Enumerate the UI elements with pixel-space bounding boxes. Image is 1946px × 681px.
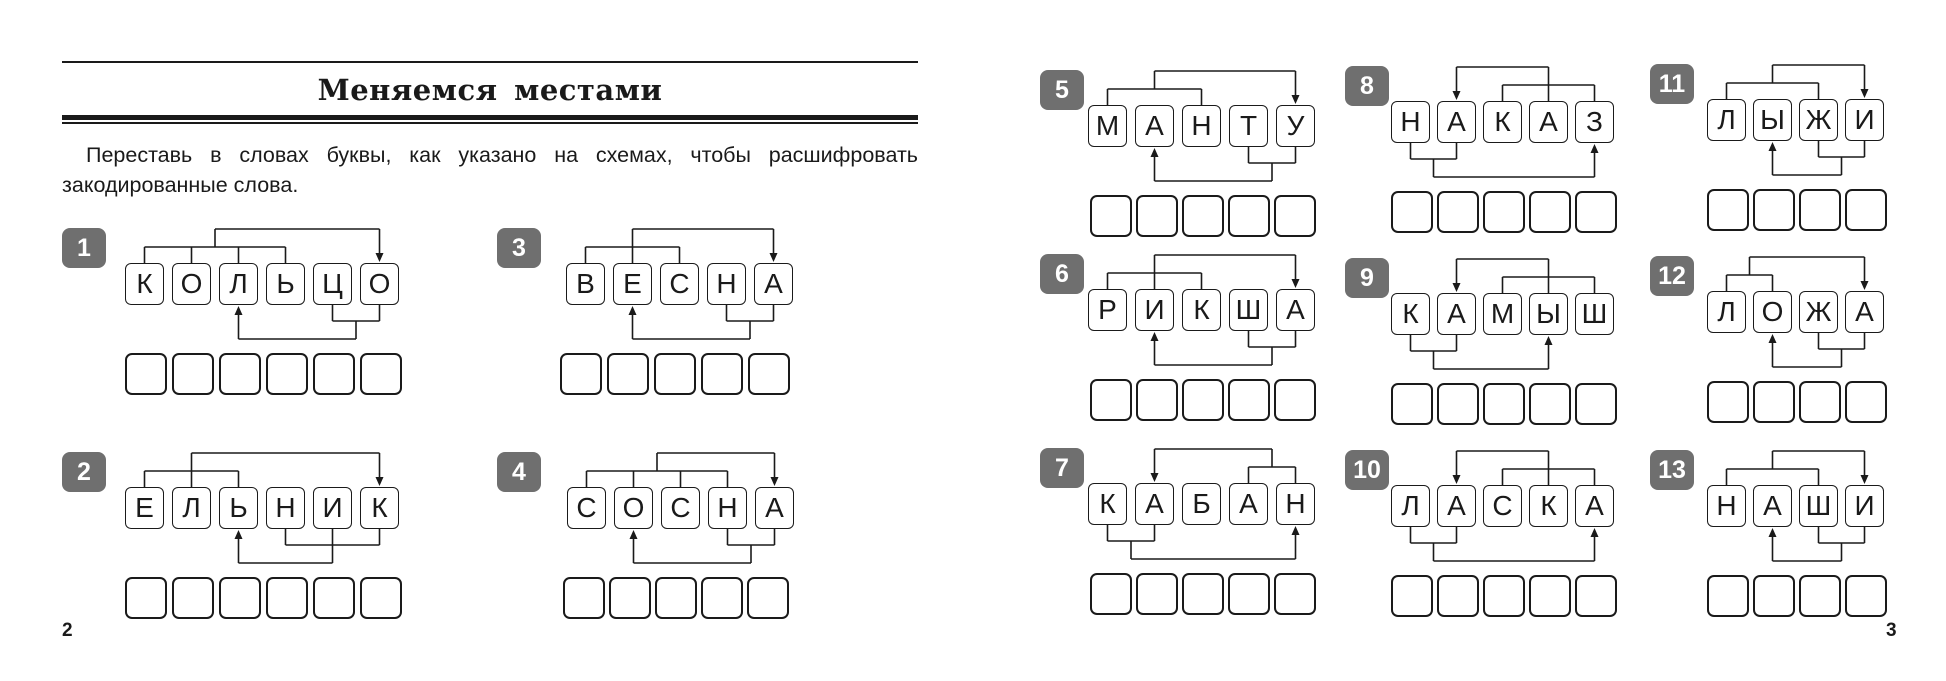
letter-box: К <box>1182 289 1221 331</box>
bottom-arrowhead <box>1769 334 1777 343</box>
letter-box: О <box>614 487 653 529</box>
top-arrowhead <box>770 253 778 262</box>
answer-box[interactable] <box>172 353 214 395</box>
puzzle-number-badge: 8 <box>1345 66 1389 106</box>
answer-box[interactable] <box>1799 575 1841 617</box>
answer-box[interactable] <box>1274 573 1316 615</box>
answer-box[interactable] <box>125 577 167 619</box>
answer-box[interactable] <box>1274 195 1316 237</box>
puzzle-8 <box>1345 66 1631 236</box>
page-number-right: 3 <box>1886 620 1897 641</box>
bottom-arrowhead <box>1292 526 1300 535</box>
answer-box[interactable] <box>1845 189 1887 231</box>
answer-box[interactable] <box>701 353 743 395</box>
answer-box[interactable] <box>563 577 605 619</box>
letter-box: С <box>1483 485 1522 527</box>
letter-box: А <box>1229 483 1268 525</box>
answer-box[interactable] <box>266 353 308 395</box>
letter-box: О <box>1753 291 1792 333</box>
bottom-arrowhead <box>1151 332 1159 341</box>
answer-box[interactable] <box>1483 191 1525 233</box>
letter-box: А <box>1437 485 1476 527</box>
page-title: Меняемся местами <box>317 73 663 107</box>
answer-box[interactable] <box>1136 573 1178 615</box>
puzzle-10 <box>1345 450 1631 620</box>
letter-box: Ь <box>266 263 305 305</box>
bottom-arrowhead <box>1769 142 1777 151</box>
letter-box: И <box>1845 99 1884 141</box>
answer-box[interactable] <box>1575 383 1617 425</box>
answer-box[interactable] <box>1391 191 1433 233</box>
letter-box: О <box>360 263 399 305</box>
top-arrowhead <box>1151 473 1159 482</box>
letter-box: А <box>1437 101 1476 143</box>
letter-box: А <box>1135 483 1174 525</box>
answer-box[interactable] <box>1228 195 1270 237</box>
puzzle-number-badge: 12 <box>1650 256 1694 296</box>
answer-box[interactable] <box>607 353 649 395</box>
letter-box: И <box>1135 289 1174 331</box>
top-arrowhead <box>1453 475 1461 484</box>
letter-box: Н <box>1707 485 1746 527</box>
letter-box: С <box>661 487 700 529</box>
letter-box: Л <box>1707 99 1746 141</box>
letter-box: Е <box>125 487 164 529</box>
puzzle-number-badge: 6 <box>1040 254 1084 294</box>
answer-box[interactable] <box>1529 383 1571 425</box>
letter-box: Н <box>1391 101 1430 143</box>
letter-box: К <box>360 487 399 529</box>
answer-box[interactable] <box>1090 379 1132 421</box>
letter-box: Т <box>1229 105 1268 147</box>
letter-box: Л <box>1391 485 1430 527</box>
bottom-arrowhead <box>235 530 243 539</box>
answer-box[interactable] <box>1707 381 1749 423</box>
answer-box[interactable] <box>360 353 402 395</box>
answer-box[interactable] <box>1799 381 1841 423</box>
letter-box: А <box>1135 105 1174 147</box>
puzzle-13 <box>1650 450 1901 620</box>
puzzle-2 <box>62 452 417 622</box>
letter-box: Н <box>1182 105 1221 147</box>
puzzle-number-badge: 1 <box>62 228 106 268</box>
top-arrowhead <box>1292 95 1300 104</box>
top-arrowhead <box>771 477 779 486</box>
letter-box: Р <box>1088 289 1127 331</box>
answer-box[interactable] <box>1753 381 1795 423</box>
title-top-rule <box>62 61 918 63</box>
puzzle-number-badge: 5 <box>1040 70 1084 110</box>
puzzle-11 <box>1650 64 1901 234</box>
answer-box[interactable] <box>125 353 167 395</box>
letter-box: В <box>566 263 605 305</box>
puzzle-number-badge: 2 <box>62 452 106 492</box>
letter-box: К <box>1088 483 1127 525</box>
puzzle-1 <box>62 228 417 398</box>
answer-box[interactable] <box>360 577 402 619</box>
puzzle-number-badge: 3 <box>497 228 541 268</box>
bottom-arrowhead <box>1769 528 1777 537</box>
answer-box[interactable] <box>1483 575 1525 617</box>
answer-box[interactable] <box>655 577 697 619</box>
answer-box[interactable] <box>219 577 261 619</box>
answer-box[interactable] <box>1753 189 1795 231</box>
top-arrowhead <box>1861 89 1869 98</box>
answer-box[interactable] <box>1529 191 1571 233</box>
puzzle-number-badge: 9 <box>1345 258 1389 298</box>
puzzle-9 <box>1345 258 1631 428</box>
letter-box: Н <box>708 487 747 529</box>
letter-box: А <box>1276 289 1315 331</box>
letter-box: К <box>1529 485 1568 527</box>
puzzle-4 <box>497 452 812 622</box>
letter-box: З <box>1575 101 1614 143</box>
letter-box: М <box>1088 105 1127 147</box>
answer-box[interactable] <box>1575 575 1617 617</box>
letter-box: Ь <box>219 487 258 529</box>
answer-box[interactable] <box>1182 195 1224 237</box>
puzzle-number-badge: 11 <box>1650 64 1694 104</box>
letter-box: О <box>172 263 211 305</box>
letter-box: Л <box>172 487 211 529</box>
letter-box: С <box>660 263 699 305</box>
puzzle-5 <box>1040 70 1333 240</box>
puzzle-number-badge: 7 <box>1040 448 1084 488</box>
answer-box[interactable] <box>1707 575 1749 617</box>
top-arrowhead <box>1292 279 1300 288</box>
letter-box: М <box>1483 293 1522 335</box>
answer-box[interactable] <box>1529 575 1571 617</box>
top-arrowhead <box>1453 91 1461 100</box>
letter-box: Ж <box>1799 291 1838 333</box>
answer-box[interactable] <box>1437 191 1479 233</box>
answer-box[interactable] <box>1437 575 1479 617</box>
instruction-text: Переставь в словах буквы, как указано на схемах, чтобы расшифровать закодированные слова. <box>62 143 918 197</box>
letter-box: А <box>1437 293 1476 335</box>
answer-box[interactable] <box>1799 189 1841 231</box>
letter-box: А <box>1845 291 1884 333</box>
top-arrowhead <box>1861 281 1869 290</box>
answer-box[interactable] <box>1391 383 1433 425</box>
letter-box: Ж <box>1799 99 1838 141</box>
top-arrowhead <box>1453 283 1461 292</box>
letter-box: Ш <box>1799 485 1838 527</box>
answer-box[interactable] <box>1136 379 1178 421</box>
puzzle-number-badge: 10 <box>1345 450 1389 490</box>
puzzle-7 <box>1040 448 1333 618</box>
letter-box: К <box>1483 101 1522 143</box>
top-arrowhead <box>1861 475 1869 484</box>
answer-box[interactable] <box>1228 573 1270 615</box>
bottom-arrowhead <box>235 306 243 315</box>
bottom-arrowhead <box>1151 148 1159 157</box>
letter-box: Н <box>266 487 305 529</box>
letter-box: И <box>1845 485 1884 527</box>
answer-box[interactable] <box>560 353 602 395</box>
answer-box[interactable] <box>219 353 261 395</box>
answer-box[interactable] <box>747 577 789 619</box>
letter-box: Ш <box>1229 289 1268 331</box>
puzzle-number-badge: 13 <box>1650 450 1694 490</box>
letter-box: Л <box>1707 291 1746 333</box>
letter-box: К <box>1391 293 1430 335</box>
title-bottom-rule-thin <box>62 122 918 124</box>
letter-box: Ы <box>1753 99 1792 141</box>
letter-box: Н <box>707 263 746 305</box>
answer-box[interactable] <box>1274 379 1316 421</box>
answer-box[interactable] <box>1437 383 1479 425</box>
answer-box[interactable] <box>1090 573 1132 615</box>
answer-box[interactable] <box>609 577 651 619</box>
answer-box[interactable] <box>701 577 743 619</box>
answer-box[interactable] <box>1090 195 1132 237</box>
answer-box[interactable] <box>1136 195 1178 237</box>
answer-box[interactable] <box>1182 573 1224 615</box>
top-arrowhead <box>376 253 384 262</box>
page-number-left: 2 <box>62 620 73 641</box>
answer-box[interactable] <box>313 577 355 619</box>
letter-box: К <box>125 263 164 305</box>
answer-box[interactable] <box>172 577 214 619</box>
answer-box[interactable] <box>1391 575 1433 617</box>
puzzle-number-badge: 4 <box>497 452 541 492</box>
bottom-arrowhead <box>1591 144 1599 153</box>
answer-box[interactable] <box>654 353 696 395</box>
letter-box: Ц <box>313 263 352 305</box>
letter-box: Е <box>613 263 652 305</box>
answer-box[interactable] <box>748 353 790 395</box>
letter-box: Л <box>219 263 258 305</box>
answer-box[interactable] <box>1182 379 1224 421</box>
title-bottom-rule-thick <box>62 115 918 120</box>
letter-box: Ш <box>1575 293 1614 335</box>
letter-box: Н <box>1276 483 1315 525</box>
letter-box: С <box>567 487 606 529</box>
letter-box: Б <box>1182 483 1221 525</box>
letter-box: Ы <box>1529 293 1568 335</box>
bottom-arrowhead <box>1545 336 1553 345</box>
answer-box[interactable] <box>1845 575 1887 617</box>
answer-box[interactable] <box>266 577 308 619</box>
letter-box: У <box>1276 105 1315 147</box>
answer-box[interactable] <box>1575 191 1617 233</box>
bottom-arrowhead <box>629 306 637 315</box>
puzzle-3 <box>497 228 811 398</box>
answer-box[interactable] <box>1483 383 1525 425</box>
puzzle-6 <box>1040 254 1333 424</box>
bottom-arrowhead <box>630 530 638 539</box>
answer-box[interactable] <box>1228 379 1270 421</box>
letter-box: А <box>1753 485 1792 527</box>
answer-box[interactable] <box>1845 381 1887 423</box>
letter-box: А <box>755 487 794 529</box>
letter-box: А <box>1575 485 1614 527</box>
top-arrowhead <box>376 477 384 486</box>
answer-box[interactable] <box>313 353 355 395</box>
letter-box: А <box>754 263 793 305</box>
puzzle-12 <box>1650 256 1901 426</box>
answer-box[interactable] <box>1707 189 1749 231</box>
bottom-arrowhead <box>1591 528 1599 537</box>
letter-box: И <box>313 487 352 529</box>
letter-box: А <box>1529 101 1568 143</box>
answer-box[interactable] <box>1753 575 1795 617</box>
